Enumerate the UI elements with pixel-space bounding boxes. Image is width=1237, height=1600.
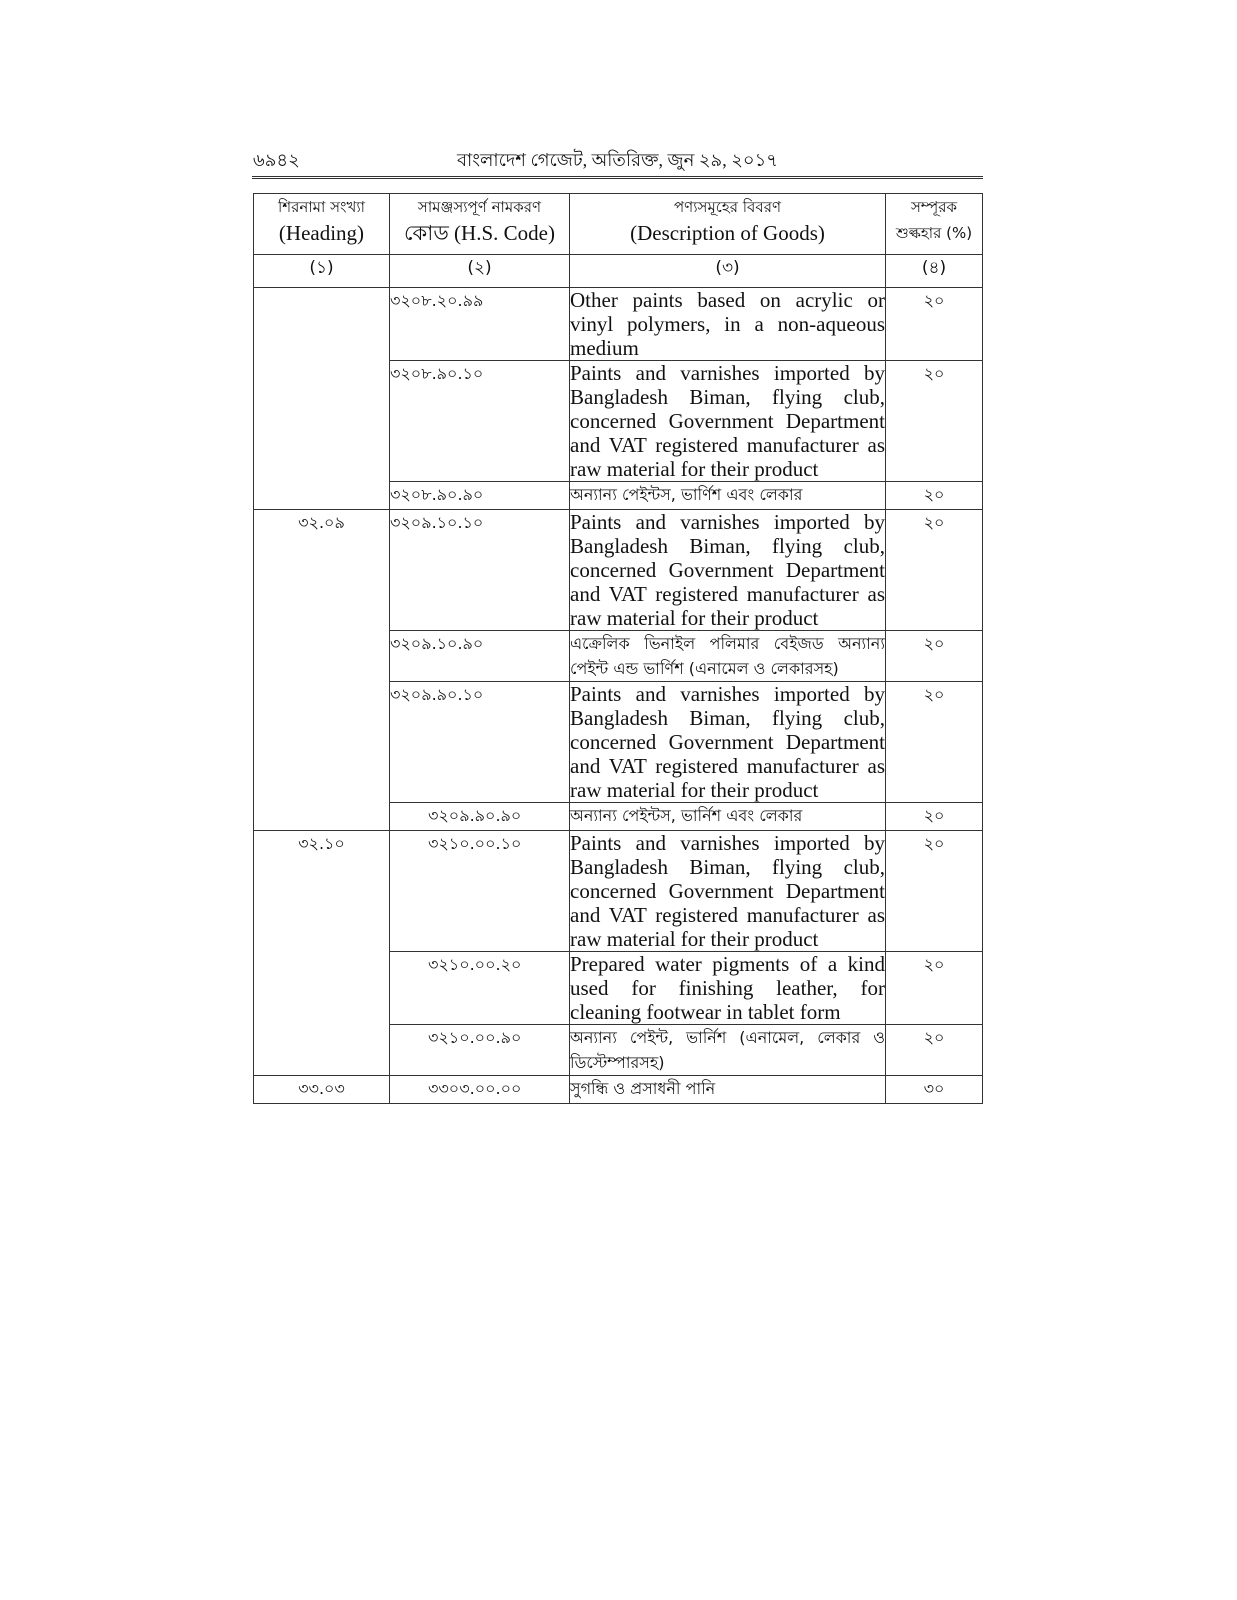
rate-cell: ২০ <box>886 288 983 361</box>
column-header-row <box>254 194 983 255</box>
description-cell: Paints and varnishes imported by Bangladesh Biman, flying club, concerned Government Department and VAT registered manufacturer as raw material for their product <box>570 510 885 630</box>
rate-cell: ২০ <box>886 631 983 682</box>
header-rule <box>252 176 983 179</box>
column-header-hs-code <box>390 194 570 255</box>
hs-code-cell: ৩২১০.০০.২০ <box>390 952 570 1025</box>
heading-cell: ৩২.১০ <box>254 831 390 1076</box>
table-row <box>254 288 983 361</box>
description-cell: Other paints based on acrylic or vinyl polymers, in a non-aqueous medium <box>570 288 885 360</box>
tariff-table <box>253 193 983 1104</box>
description-cell: Paints and varnishes imported by Bangladesh Biman, flying club, concerned Government Department and VAT registered manufacturer as raw material for their product <box>570 361 885 481</box>
hs-code-cell: ৩২০৮.৯০.৯০ <box>390 482 570 510</box>
hs-code-cell: ৩২০৯.১০.১০ <box>390 510 570 631</box>
page-number: ৬৯৪২ <box>253 150 300 170</box>
column-header-label-bn: পণ্যসমূহের বিবরণ <box>673 198 782 216</box>
hs-code-cell: ৩২০৯.৯০.৯০ <box>390 803 570 831</box>
column-header-heading <box>254 194 390 255</box>
running-title: বাংলাদেশ গেজেট, অতিরিক্ত, জুন ২৯, ২০১৭ <box>456 150 778 170</box>
hs-code-cell: ৩৩০৩.০০.০০ <box>390 1076 570 1104</box>
rate-cell: ২০ <box>886 952 983 1025</box>
column-header-description <box>570 194 886 255</box>
rate-cell: ৩০ <box>886 1076 983 1104</box>
column-number: (৪) <box>886 255 983 288</box>
column-header-label-en: (Description of Goods) <box>630 221 825 245</box>
description-cell: অন্যান্য পেইন্টস, ভার্ণিশ এবং লেকার <box>570 482 886 510</box>
heading-cell <box>254 288 390 510</box>
table-row <box>254 1076 983 1104</box>
description-cell: Paints and varnishes imported by Bangladesh Biman, flying club, concerned Government Department and VAT registered manufacturer as raw material for their product <box>570 831 885 951</box>
column-header-label-en: (Heading) <box>278 221 365 245</box>
rate-cell: ২০ <box>886 1025 983 1076</box>
heading-cell: ৩৩.০৩ <box>254 1076 390 1104</box>
hs-code-cell: ৩২০৯.৯০.১০ <box>390 682 570 803</box>
description-cell: এক্রেলিক ভিনাইল পলিমার বেইজড অন্যান্য পেইন্ট এন্ড ভার্ণিশ (এনামেল ও লেকারসহ) <box>570 631 886 682</box>
table-row <box>254 510 983 631</box>
column-number: (২) <box>390 255 570 288</box>
description-cell: অন্যান্য পেইন্টস, ভার্নিশ এবং লেকার <box>570 803 886 831</box>
table-row <box>254 831 983 952</box>
hs-code-cell: ৩২০৯.১০.৯০ <box>390 631 570 682</box>
column-header-label-bn: শিরনামা সংখ্যা <box>277 198 366 216</box>
hs-code-cell: ৩২১০.০০.১০ <box>390 831 570 952</box>
rate-cell: ২০ <box>886 510 983 631</box>
description-cell: সুগন্ধি ও প্রসাধনী পানি <box>570 1076 886 1104</box>
hs-code-cell: ৩২১০.০০.৯০ <box>390 1025 570 1076</box>
description-cell: Prepared water pigments of a kind used for finishing leather, for cleaning footwear in tablet form <box>570 952 885 1024</box>
column-header-label-en: শুল্কহার (%) <box>895 224 973 242</box>
rate-cell: ২০ <box>886 361 983 482</box>
rate-cell: ২০ <box>886 482 983 510</box>
rate-cell: ২০ <box>886 682 983 803</box>
column-number: (৩) <box>570 255 886 288</box>
description-cell: Paints and varnishes imported by Bangladesh Biman, flying club, concerned Government Department and VAT registered manufacturer as raw material for their product <box>570 682 885 802</box>
hs-code-cell: ৩২০৮.৯০.১০ <box>390 361 570 482</box>
column-header-rate <box>886 194 983 255</box>
column-number: (১) <box>254 255 390 288</box>
column-header-label-bn: সম্পূরক <box>910 198 958 216</box>
rate-cell: ২০ <box>886 803 983 831</box>
column-header-label-bn: সামঞ্জস্যপূর্ণ নামকরণ <box>417 198 542 216</box>
description-cell: অন্যান্য পেইন্ট, ভার্নিশ (এনামেল, লেকার ও ডিস্টেম্পারসহ) <box>570 1025 886 1076</box>
rate-cell: ২০ <box>886 831 983 952</box>
hs-code-cell: ৩২০৮.২০.৯৯ <box>390 288 570 361</box>
heading-cell: ৩২.০৯ <box>254 510 390 831</box>
page-header <box>253 146 982 176</box>
column-header-label-en: কোড (H.S. Code) <box>404 221 555 245</box>
column-number-row <box>254 255 983 288</box>
